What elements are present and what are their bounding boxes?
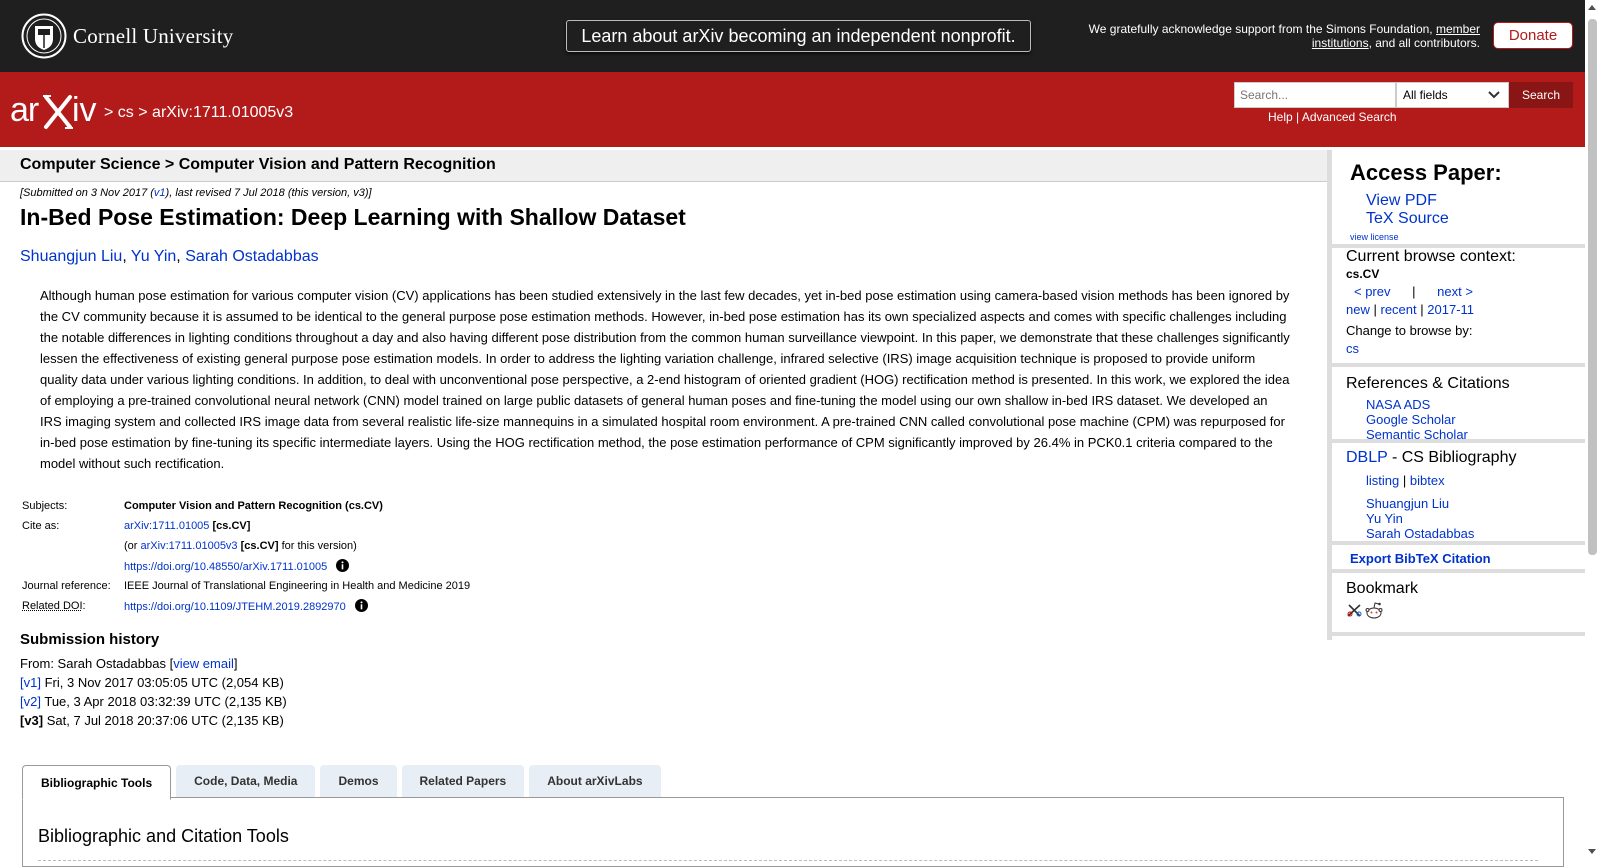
help-link[interactable]: Help [1268,110,1293,124]
author-list [20,248,319,266]
dblp-author-link[interactable]: Shuangjun Liu [1366,496,1450,511]
cite-version-row [20,536,472,556]
breadcrumb-separator: > [104,104,114,121]
search-button[interactable]: Search [1509,82,1573,108]
subjects-value: Computer Vision and Pattern Recognition (cs.CV) [124,500,383,512]
empty-cell [20,556,122,576]
dblp-listing-link[interactable]: listing [1366,473,1400,488]
cornell-logo[interactable] [21,13,234,59]
dblp-suffix: - CS Bibliography [1387,449,1517,466]
subject-bar: Computer Science > Computer Vision and Pattern Recognition [0,150,1327,182]
tab-panel [22,797,1564,867]
support-prefix: We gratefully acknowledge support from the Simons Foundation, [1088,22,1433,36]
cornell-name: Cornell University [73,23,234,48]
cite-version-value [122,536,472,556]
empty-cell [20,536,122,556]
related-doi-link[interactable]: https://doi.org/10.1109/JTEHM.2019.2892970 [124,601,346,613]
history-version [20,692,287,711]
journal-label: Journal reference: [22,580,111,592]
from-pre: From: Sarah Ostadabbas [ [20,656,174,671]
browse-context-value: cs.CV [1346,267,1380,281]
dblp-bibtex-link[interactable]: bibtex [1409,473,1445,488]
related-doi-row [20,596,472,616]
search-field-select[interactable] [1396,82,1509,108]
subjects-label: Subjects: [22,500,68,512]
semantic-scholar-link[interactable]: Semantic Scholar [1366,427,1468,442]
cite-version-tag: [cs.CV] [240,540,279,552]
history-version [20,673,287,692]
bookmark-section [1332,573,1585,636]
current-version-tag: [v3] [20,713,44,728]
access-paper-title: Access Paper: [1350,160,1502,185]
svg-text:iv: iv [72,91,97,129]
version-text: Tue, 3 Apr 2018 03:32:39 UTC (2,135 KB) [44,694,287,709]
tab-code-data-media[interactable]: Code, Data, Media [176,765,315,798]
version-text: Sat, 7 Jul 2018 20:37:06 UTC (2,135 KB) [46,713,284,728]
cite-tag: [cs.CV] [212,520,251,532]
related-doi-abbr: Related DOI [22,600,83,612]
cite-version-link[interactable]: arXiv:1711.01005v3 [140,540,238,552]
link-separator: | [1373,302,1377,317]
dblp-author-link[interactable]: Yu Yin [1366,511,1403,526]
cite-link[interactable]: arXiv:1711.01005 [124,520,210,532]
cite-row [20,516,472,536]
link-separator: | [1402,473,1407,488]
tab-demos[interactable]: Demos [320,765,396,798]
browse-context-section [1332,248,1585,367]
advanced-search-link[interactable]: Advanced Search [1301,110,1397,124]
svg-text:ar: ar [10,91,39,129]
version-text: Fri, 3 Nov 2017 03:05:05 UTC (2,054 KB) [44,675,284,690]
from-post: ] [233,656,238,671]
nonprofit-notice[interactable]: Learn about arXiv becoming an independent nonprofit. [566,20,1031,52]
doi-row [20,556,472,576]
breadcrumb-paper[interactable]: arXiv:1711.01005v3 [152,104,294,121]
author-link[interactable]: Yu Yin [130,248,177,265]
browse-context-title: Current browse context: [1346,248,1516,265]
breadcrumb [104,104,293,122]
related-doi-value [122,596,472,616]
tab-panel-title: Bibliographic and Citation Tools [38,826,289,846]
or-pre: (or [124,540,138,552]
cornell-seal-icon [21,13,67,59]
doi-link[interactable]: https://doi.org/10.48550/arXiv.1711.01005 [124,561,328,573]
nasa-ads-link[interactable]: NASA ADS [1366,397,1431,412]
submitted-post: ), last revised 7 Jul 2018 (this version, v3)] [165,187,372,199]
info-icon[interactable] [336,559,349,572]
scrollbar-thumb[interactable] [1588,19,1597,555]
author-link[interactable]: Sarah Ostadabbas [185,248,319,265]
doi-value [122,556,472,576]
cite-label: Cite as: [22,520,60,532]
journal-row [20,576,472,596]
author-separator: , [122,248,127,265]
version-link[interactable]: [v2] [20,694,41,709]
new-link[interactable]: new [1346,302,1370,317]
link-separator: | [1420,302,1424,317]
tex-source-link[interactable]: TeX Source [1366,210,1449,227]
submitted-pre: [Submitted on 3 Nov 2017 ( [20,187,154,199]
dblp-author-link[interactable]: Sarah Ostadabbas [1366,526,1475,541]
prev-next-nav [1346,284,1585,299]
google-scholar-link[interactable]: Google Scholar [1366,412,1456,427]
dblp-link[interactable]: DBLP [1346,449,1388,466]
submission-history [20,654,287,730]
author-separator: , [176,248,181,265]
info-icon[interactable] [355,599,368,612]
scroll-up-arrow-icon[interactable] [1587,3,1597,11]
submission-date [20,187,372,199]
cite-value [122,516,472,536]
browse-links [1346,302,1585,317]
help-separator: | [1296,110,1300,124]
history-from [20,654,287,673]
history-version [20,711,287,730]
member-institutions-link[interactable]: member institutions [1311,22,1480,50]
bookmark-title: Bookmark [1346,580,1419,597]
references-section [1332,367,1585,443]
breadcrumb-cs[interactable]: cs [117,104,134,121]
breadcrumb-separator: > [138,104,148,121]
scroll-down-arrow-icon[interactable] [1587,848,1597,856]
search-input[interactable] [1234,82,1396,108]
donate-button[interactable]: Donate [1493,22,1573,49]
support-suffix: , and all contributors. [1368,36,1480,50]
nav-separator: | [1412,284,1416,299]
version-link[interactable]: [v1] [20,675,41,690]
tab-related-papers[interactable]: Related Papers [402,765,525,798]
prev-link[interactable]: < prev [1354,284,1391,299]
author-link[interactable]: Shuangjun Liu [20,248,123,265]
or-post: for this version) [281,540,357,552]
paper-title: In-Bed Pose Estimation: Deep Learning with Shallow Dataset [20,204,686,230]
export-bibtex-link[interactable]: Export BibTeX Citation [1350,551,1491,566]
recent-link[interactable]: recent [1380,302,1417,317]
subjects-row [20,496,472,516]
references-title: References & Citations [1346,375,1510,392]
related-doi-colon: : [82,600,86,612]
bibsonomy-icon[interactable] [1346,602,1363,619]
month-link[interactable]: 2017-11 [1427,302,1475,317]
reddit-icon[interactable] [1365,602,1383,619]
search-field-value: All fields [1403,88,1448,102]
support-text [1060,22,1480,50]
chevron-down-icon [1487,87,1501,101]
v1-link[interactable]: v1 [153,187,166,199]
dblp-section [1332,443,1585,545]
right-sidebar [1327,150,1585,640]
related-doi-label [20,596,122,616]
abstract: Although human pose estimation for various computer vision (CV) applications has been studied extensively in the last few decades, yet in-bed pose estimation using camera-based vision methods has been ignored by the CV community because it is assumed to be identical to the general purpose pose estimation methods. However, in-bed pose estimation has its own specialized aspects and comes with specific challenges including the notable differences in lighting conditions throughout a day and also having different pose distribution from the common human surveillance viewpoint. In this paper, we demonstrate that these challenges significantly lessen the effectiveness of existing general purpose pose estimation models. In order to address the lighting variation challenge, infrared selective (IRS) image acquisition technique is proposed to provide uniform quality data under various lighting conditions. In addition, to deal with unconventional pose perspective, a 2-end histogram of oriented gradient (HOG) rectification method is presented. In this work, we explored the idea of employing a pre-trained convolutional neural network (CNN) model trained on large public datasets of general human poses and fine-tuning the model using our own shallow in-bed IRS dataset. We developed an IRS imaging system and collected IRS image data from several realistic life-size mannequins in a simulated hospital room environment. A pre-trained CNN called convolutional pose machine (CPM) was repurposed for in-bed pose estimation by fine-tuning its specific intermediate layers. Using the HOG rectification method, the pose estimation performance of CPM significantly improved by 26.4% in PCK0.1 criteria compared to the model without such rectification. [40,288,1290,471]
tab-about-arxivlabs[interactable]: About arXivLabs [529,765,660,798]
tab-bibliographic-tools[interactable]: Bibliographic Tools [22,765,171,800]
tab-bar [22,765,666,798]
journal-value: IEEE Journal of Translational Engineering in Health and Medicine 2019 [124,580,471,592]
next-link[interactable]: next > [1437,284,1473,299]
access-paper-section [1332,150,1585,248]
change-browse-label: Change to browse by: [1346,323,1473,338]
submission-history-title: Submission history [20,631,160,648]
top-banner [0,0,1600,72]
view-pdf-link[interactable]: View PDF [1366,192,1437,209]
view-email-link[interactable]: view email [173,656,234,671]
metadata-table [20,496,472,616]
help-links [1268,110,1397,124]
arxiv-header [0,72,1600,147]
view-license-link[interactable]: view license [1350,232,1399,242]
arxiv-logo[interactable] [10,91,101,131]
export-section [1332,545,1585,573]
change-browse-cs-link[interactable]: cs [1346,341,1359,356]
